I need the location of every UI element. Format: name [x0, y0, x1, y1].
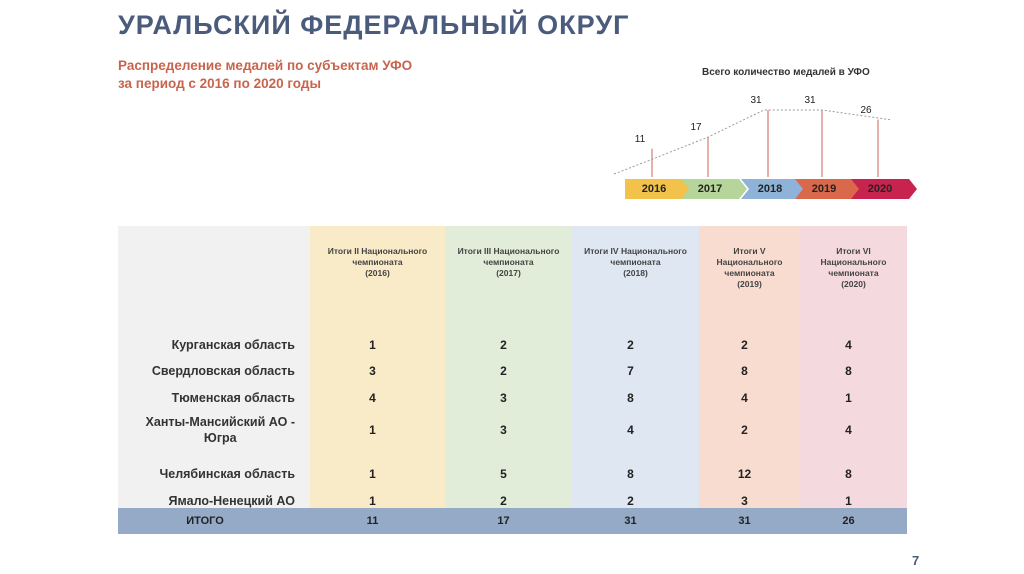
table-cell: 2	[500, 338, 507, 352]
column-header-text: чемпионата	[610, 257, 661, 267]
column-header-text: (2016)	[365, 268, 390, 278]
total-value-2017: 17	[690, 122, 702, 134]
page-subtitle	[118, 57, 412, 93]
column-header-text: Национального	[716, 257, 783, 267]
table-cell: 1	[845, 494, 852, 508]
year-label-2018: 2018	[757, 183, 783, 195]
table-cell: 2	[500, 494, 507, 508]
trend-line	[614, 110, 890, 174]
table-cell: 12	[737, 467, 752, 481]
column-header-text: Итоги IV Национального	[584, 246, 687, 256]
row-label	[172, 390, 295, 406]
table-cell: 1	[369, 494, 376, 508]
total-row	[118, 508, 907, 534]
total-label: ИТОГО	[186, 515, 224, 527]
subtitle-line-2: за период с 2016 по 2020 годы	[118, 76, 321, 91]
column-header-text: Итоги II Национального	[327, 246, 428, 256]
table-cell: 4	[845, 423, 852, 437]
column-header-text: Итоги V	[733, 246, 766, 256]
table-cell: 2	[627, 494, 634, 508]
table-cell: 8	[741, 364, 748, 378]
column-header-3	[572, 246, 699, 279]
column-header-text: чемпионата	[828, 268, 879, 278]
table-cell: 1	[369, 423, 376, 437]
table-cell: 5	[500, 467, 507, 481]
table-cell: 3	[741, 494, 748, 508]
table-cell: 4	[741, 391, 748, 405]
page-number: 7	[912, 553, 920, 568]
table-cell: 4	[627, 423, 634, 437]
row-label-text: Челябинская область	[159, 467, 295, 481]
row-label-text: Югра	[203, 431, 237, 445]
table-cell: 8	[845, 467, 852, 481]
column-header-text: (2017)	[496, 268, 521, 278]
row-label-text: Тюменская область	[171, 391, 295, 405]
column-header-text: Итоги III Национального	[457, 246, 560, 256]
column-header-5	[800, 246, 907, 290]
row-label-text: Свердловская область	[151, 364, 295, 378]
total-value-2019: 31	[804, 95, 816, 106]
table-cell: 2	[627, 338, 634, 352]
table-cell: 1	[369, 467, 376, 481]
medal-totals-timeline	[600, 80, 930, 205]
total-cell: 11	[366, 515, 379, 527]
column-header-text: Итоги VI	[836, 246, 871, 256]
column-header-text: чемпионата	[724, 268, 775, 278]
column-header-text: (2018)	[623, 268, 648, 278]
year-label-2016: 2016	[641, 183, 667, 195]
row-label	[169, 493, 295, 509]
column-header-text: (2019)	[737, 279, 762, 289]
total-cell: 31	[738, 515, 751, 527]
column-header-4	[699, 246, 800, 290]
year-label-2017: 2017	[697, 183, 723, 195]
row-label-text: Ханты-Мансийский АО -	[145, 415, 295, 429]
column-header-text: чемпионата	[352, 257, 403, 267]
table-cell: 4	[369, 391, 376, 405]
total-value-2018: 31	[750, 95, 762, 106]
table-cell: 2	[741, 423, 748, 437]
table-cell: 8	[627, 467, 634, 481]
page-title: УРАЛЬСКИЙ ФЕДЕРАЛЬНЫЙ ОКРУГ	[118, 10, 630, 40]
year-label-2020: 2020	[867, 183, 893, 195]
row-label	[146, 414, 295, 446]
table-cell: 1	[845, 391, 852, 405]
subtitle-line-1: Распределение медалей по субъектам УФО	[118, 58, 413, 73]
table-cell: 3	[369, 364, 376, 378]
table-cell: 7	[627, 364, 634, 378]
row-label	[172, 337, 295, 353]
table-cell: 2	[741, 338, 748, 352]
column-header-text: (2020)	[841, 279, 866, 289]
year-label-2019: 2019	[811, 183, 837, 195]
table-cell: 4	[845, 338, 852, 352]
medals-table	[118, 226, 907, 534]
row-label-text: Курганская область	[171, 338, 295, 352]
table-cell: 3	[500, 423, 507, 437]
total-value-2020: 26	[860, 104, 872, 116]
row-label-text: Ямало-Ненецкий АО	[168, 494, 295, 508]
table-cell: 8	[845, 364, 852, 378]
column-header-text: Национального	[820, 257, 887, 267]
table-cell: 8	[627, 391, 634, 405]
row-label	[159, 466, 295, 482]
total-cell: 31	[624, 515, 637, 527]
column-header-2	[445, 246, 572, 279]
total-value-2016: 11	[634, 133, 646, 145]
summary-chart-title: Всего количество медалей в УФО	[702, 67, 870, 78]
table-cell: 1	[369, 338, 376, 352]
column-header-text: чемпионата	[483, 257, 534, 267]
table-cell: 3	[500, 391, 507, 405]
table-cell: 2	[500, 364, 507, 378]
row-label	[152, 363, 295, 379]
column-header-1	[310, 246, 445, 279]
total-cell: 17	[497, 515, 510, 527]
total-cell: 26	[842, 515, 855, 527]
